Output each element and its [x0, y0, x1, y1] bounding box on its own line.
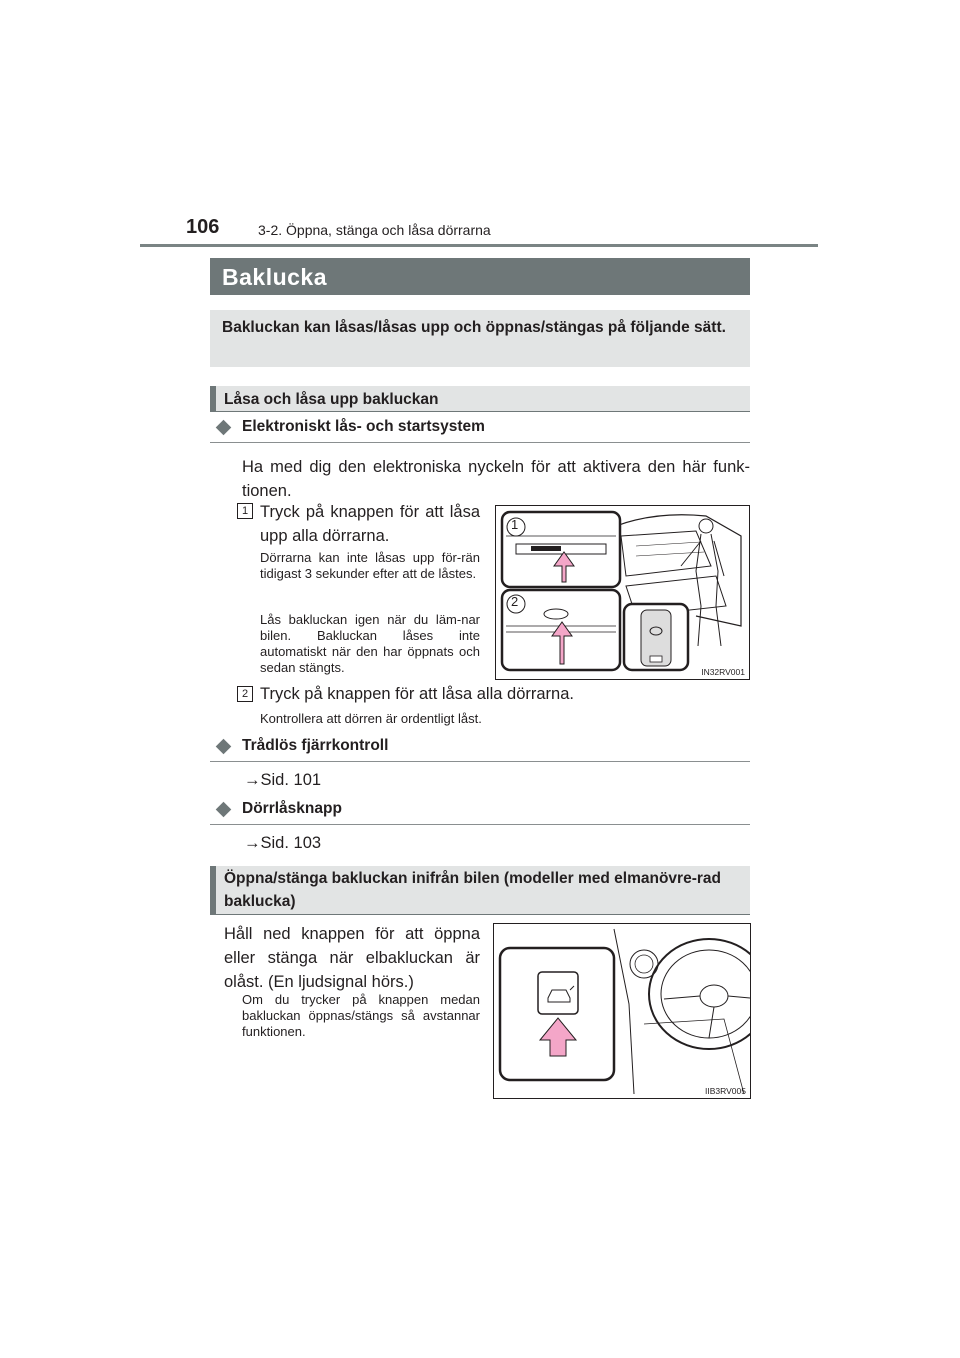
header-rule — [140, 244, 818, 247]
step-number-2: 2 — [237, 686, 253, 702]
diamond-bullet-icon — [216, 420, 232, 436]
section-bar — [210, 386, 216, 411]
page-title-bar — [210, 258, 750, 295]
diamond-bullet-icon — [216, 739, 232, 755]
step-number-1: 1 — [237, 503, 253, 519]
figure-code: IIB3RV005 — [705, 1086, 746, 1096]
step-1-note-2: Lås bakluckan igen när du läm-nar bilen. Bakluckan låses inte automatiskt när den har öppnats och sedan stängts. — [260, 612, 480, 675]
intro-box — [210, 310, 750, 367]
step-2-text: Tryck på knappen för att låsa alla dörrarna. — [260, 685, 574, 703]
tailgate-illustration — [496, 506, 749, 679]
page-title: Baklucka — [222, 264, 328, 290]
callout-1: 1 — [511, 517, 519, 532]
intro-text: Bakluckan kan låsas/låsas upp och öppnas/stängas på följande sätt. — [222, 319, 726, 336]
figure-tailgate-switch — [493, 923, 751, 1099]
step-1-text: Tryck på knappen för att låsa upp alla dörrarna. — [260, 503, 480, 545]
chapter-title: 3-2. Öppna, stänga och låsa dörrarna — [258, 222, 491, 238]
subheading-text: Elektroniskt lås- och startsystem — [242, 418, 485, 435]
section-heading-text: Öppna/stänga bakluckan inifrån bilen (modeller med elmanövre-rad baklucka) — [224, 870, 721, 910]
power-tailgate-note: Om du trycker på knappen medan bakluckan öppnas/stängs så avstannar funktionen. — [242, 992, 480, 1039]
page-reference[interactable]: →Sid. 101 — [244, 771, 322, 789]
section-heading-text: Låsa och låsa upp bakluckan — [224, 391, 439, 408]
smart-key-description: Ha med dig den elektroniska nyckeln för att aktivera den här funk-tionen. — [242, 458, 750, 500]
power-tailgate-description: Håll ned knappen för att öppna eller stänga när elbakluckan är olåst. (En ljudsignal hörs.) — [224, 925, 480, 991]
dashboard-illustration — [494, 924, 750, 1098]
subheading-text: Dörrlåsknapp — [242, 800, 342, 817]
callout-2: 2 — [511, 594, 519, 609]
section-heading-lock — [210, 386, 750, 412]
section-bar — [210, 866, 216, 914]
section-heading-power-tailgate — [210, 866, 750, 915]
figure-code: IN32RV001 — [701, 667, 745, 677]
figure-tailgate-buttons — [495, 505, 750, 680]
subheading-smart-key — [210, 418, 750, 443]
diamond-bullet-icon — [216, 802, 232, 818]
subheading-door-lock-switch — [210, 800, 750, 825]
step-1-note-1: Dörrarna kan inte låsas upp för-rän tidigast 3 sekunder efter att de låstes. — [260, 550, 480, 581]
page-number: 106 — [186, 216, 220, 238]
subheading-text: Trådlös fjärrkontroll — [242, 737, 389, 754]
page-reference[interactable]: →Sid. 103 — [244, 834, 322, 852]
step-2-note: Kontrollera att dörren är ordentligt låst. — [260, 711, 482, 726]
subheading-wireless-remote — [210, 737, 750, 762]
